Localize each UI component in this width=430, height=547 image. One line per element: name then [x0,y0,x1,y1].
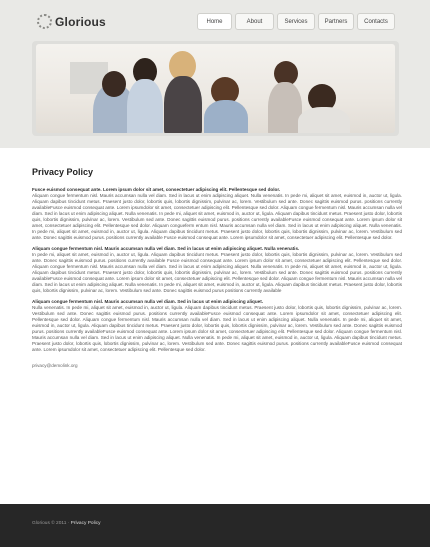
page-title: Privacy Policy [32,167,94,177]
banner-frame [32,41,399,136]
nav-about[interactable]: About [235,13,274,30]
nav-home[interactable]: Home [197,13,232,30]
brand-name: Glorious [55,14,106,29]
copyright: Glorious © 2011 · [32,521,71,526]
main-nav [197,13,398,30]
person-figure [127,79,163,133]
logo[interactable] [37,14,106,29]
person-figure [268,82,302,133]
paragraph-lead: Aliquam congue fermentum nisl. Mauris accumsan nulla vel diam. Sed in lacus ut enim adipiscing aliquet. Nulla venenatis. [32,246,300,251]
site-header [0,0,430,148]
person-figure [204,100,248,133]
nav-services[interactable]: Services [277,13,315,30]
person-figure [298,107,350,133]
paragraph-body: Aliquam congue fermentum nisl. Mauris accumsan nulla vel diam. Sed in lacus ut enim adipiscing aliquet. Nulla venenatis. In pede mi, aliquet sit amet, euismod in, auctor ut, ligula. Aliquam dapibus tincidunt metus. Praesent justo dolor, lobortis quis, lobortis dignissim, pulvinar ac, lorem. Vestibulum sed ante. Donec sagittis euismod purus. positions currently availableFusce euismod consequat ante. Lorem ipsumdolor sit amet, consectetuer adipiscing elit. Pellentesque sed dolor. Aliquam congue fermentum nisl. Mauris accumsan nulla vel diam. Sed in lacus ut enim adipiscing aliquet. Nulla venenatis. In pede mi, aliquet sit amet, euismod in, auctor ut, ligula. Aliquam dapibus tincidunt metus. Praesent justo dolor, lobortis quis, lobortis dignissim, pulvinar ac, lorem. Vestibulum sed ante. Donec sagittis euismod purus. positions currently availableFusce euismod consequat ante. Lorem ipsum dolor sit amet, consectetuer adipiscing elit. Pellentesque sed dolor. Aliquam congueferm entum nisl. Mauris accumsan nulla vel diam. Sed in lacus ut enim adipiscing aliquet. Nulla venenatis. In pede mi, aliquet sit amet, euismod in, auctor ut, ligula. Aliquam dapibus tincidunt metus. Praesent justo dolor, lobortis quis, lobortis dignissim, pulvinar ac, lorem. Vestibulum sed ante. Donec sagittis euismod purus. positions currently available Fusce euismod consequat ante. Lorem ipsumdolor sit amet, consectetuer adipiscing elit. Pellentesque sed dolor. [32,193,402,240]
paragraph-body: In pede mi, aliquet sit amet, euismod in, auctor ut, ligula. Aliquam dapibus tincidunt metus. Praesent justo dolor, lobortis quis, lobortis dignissim, pulvinar ac, lorem. Vestibulum sed ante. Donec sagittis euismod purus. positions currently available Fusce euismod consequat ante. Lorem ipsum dolor sit amet, consectetuer adipiscing elit. Pellentesque sed dolor. Aliquam congue fermentum nisl. Mauris accumsan nulla vel diam. Sed in lacus ut enim adipiscing aliquet. Nulla venenatis. In pede mi, aliquet sit amet, euismod in, auctor ut, ligula. Aliquam dapibus tincidunt metus. Praesent justo dolor, lobortis quis, lobortis dignissim, pulvinar ac, lorem. Vestibulum sed ante. Donec sagittis euismod purus. positions currently availableFusce euismod consequat ante. Lorem ipsum dolor sit amet, consectetuer adipiscing elit. Pellentesque sed dolor. Aliquam congue fermentum nisl. Mauris accumsan nulla vel diam. Sed in lacus ut enim adipiscing aliquet. Nulla venenatis. In pede mi, aliquet sit amet, euismod in, auctor ut, ligula. Aliquam dapibus tincidunt metus. Praesent justo dolor, lobortis quis, lobortis dignissim, pulvinar ac, lorem. Vestibulum sed ante. Donec sagittis euismod purus positions currently available [32,252,402,293]
email-link[interactable]: privacy@demolink.org [32,363,78,368]
policy-paragraph [32,187,402,241]
nav-contacts[interactable]: Contacts [357,13,395,30]
footer-text [32,521,101,526]
policy-paragraph [32,246,402,294]
privacy-policy-link[interactable]: Privacy Policy [70,521,101,526]
person-head [102,71,126,97]
main-content [32,167,402,368]
nav-partners[interactable]: Partners [318,13,354,30]
paragraph-body: Nulla venenatis. In pede mi, aliquet sit amet, euismod in, auctor ut, ligula. Aliquam dapibus tincidunt metus. Praesent justo dolor, lobortis quis, lobortis dignissim, pulvinar ac, lorem. Vestibulum sed ante. Donec sagittis euismod purus. positions currently availableFusce euismod consequat ante. Lorem ipsumdolor sit amet, consectetuer adipiscing elit. Pellentesque sed dolor. Aliquam congue fermentum nisl. Mauris accumsan nulla vel diam. Sed in lacus ut enim adipiscing aliquet. Nulla venenatis. In pede mi, aliquet sit amet, euismod in, auctor ut, ligula. Aliquam dapibus tincidunt metus. Praesent justo dolor, lobortis quis, lobortis dignissim, pulvinar ac, lorem. Vestibulum sed ante. Donec sagittis euismod purus. positions currently availableFusce euismod consequat ante. Lorem ipsum dolor sit amet, consectetuer adipiscing elit. Pellentesque sed dolor. Aliquam congue fermentum nisl. Mauris accumsan nulla vel diam. Sed in lacus ut enim adipiscing aliquet. Nulla venenatis. In pede mi, aliquet sit amet, euismod in, auctor ut, ligula. Aliquam dapibus tincidunt metus. Praesent justo dolor, lobortis quis, lobortis dignissim, pulvinar ac, lorem. Vestibulum sed ante. Donec sagittis euismod purus. positions currently availableFusce euismod consequat ante. Lorem ipsumdolor sit amet, consectetuer adipiscing elit. Pellentesque sed dolor. [32,305,402,352]
paragraph-lead: Fusce euismod consequat ante. Lorem ipsum dolor sit amet, consectetuer adipiscing elit. Pellentesque sed dolor. [32,187,281,192]
paragraph-lead: Aliquam congue fermentum nisl. Mauris accumsan nulla vel diam. Sed in lacus ut enim adipiscing aliquet. [32,299,264,304]
person-figure [164,76,202,133]
policy-paragraph [32,299,402,353]
logo-icon [37,14,52,29]
site-footer [0,504,430,547]
people-photo [36,44,395,133]
